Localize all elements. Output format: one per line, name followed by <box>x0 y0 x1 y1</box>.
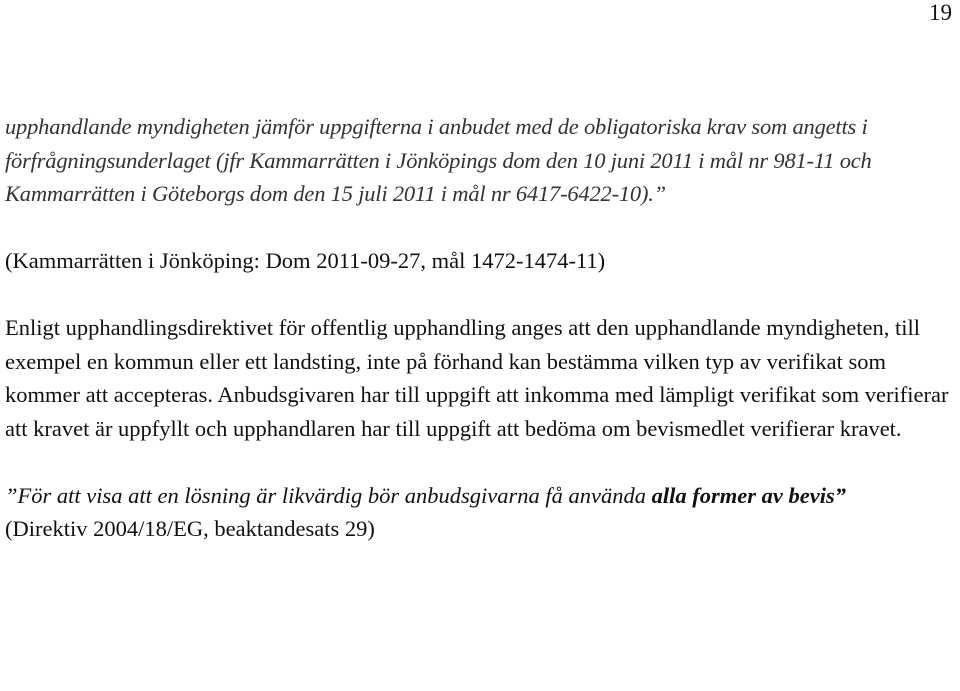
court-citation: (Kammarrätten i Jönköping: Dom 2011-09-27, mål 1472-1474-11) <box>5 248 606 273</box>
page-number: 19 <box>929 0 952 25</box>
directive-quote <box>5 479 955 513</box>
document-body <box>5 110 955 546</box>
directive-quote-text: ”För att visa att en lösning är likvärdig bör anbudsgivarna få använda <box>5 482 652 508</box>
directive-reference: (Direktiv 2004/18/EG, beaktandesats 29) <box>5 516 375 541</box>
directive-quote-emphasis: alla former av bevis” <box>651 482 846 508</box>
body-paragraph: Enligt upphandlingsdirektivet för offentlig upphandling anges att den upphandlande myndigheten, till exempel en kommun eller ett landsting, inte på förhand kan bestämma vilken typ av verifikat som kommer att accepteras. Anbudsgivaren har till uppgift att inkomma med lämpligt verifikat som verifierar att kravet är uppfyllt och upphandlaren har till uppgift att bedöma om bevismedlet verifierar kravet. <box>5 315 949 441</box>
court-quote: upphandlande myndigheten jämför uppgifterna i anbudet med de obligatoriska krav som angetts i förfrågningsunderlaget (jfr Kammarrätten i Jönköpings dom den 10 juni 2011 i mål nr 981-11 och Kammarrätten i Göteborgs dom den 15 juli 2011 i mål nr 6417-6422-10).” <box>5 114 872 206</box>
